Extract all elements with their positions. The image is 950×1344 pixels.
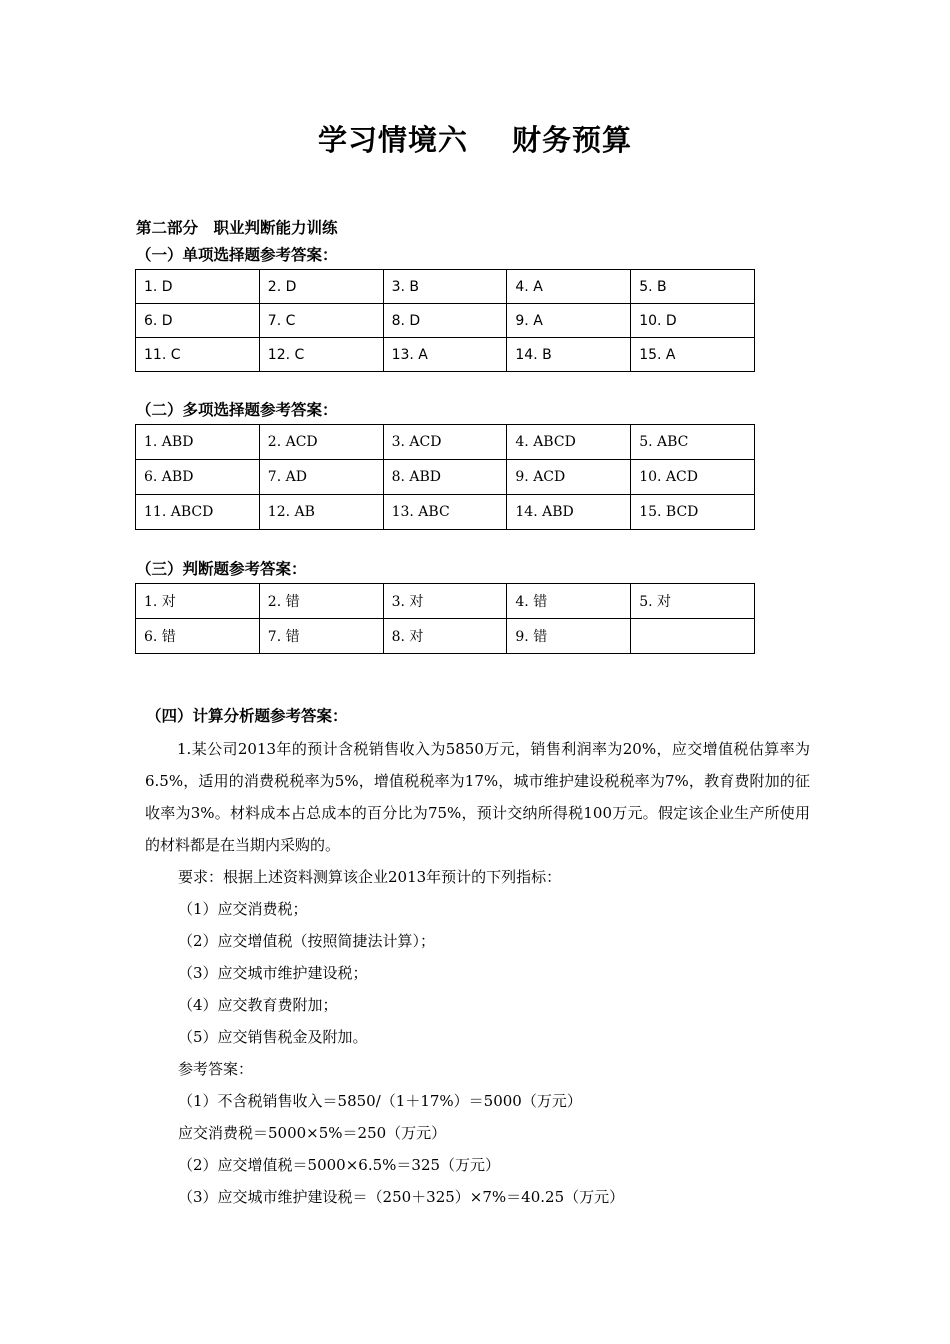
answer-cell: 9. A <box>507 304 631 338</box>
answer-cell: 12. C <box>259 338 383 372</box>
answer-line: （3）应交城市维护建设税＝（250＋325）×7%＝40.25（万元） <box>178 1188 625 1206</box>
answer-cell: 1. D <box>136 270 260 304</box>
judgment-table <box>135 583 755 654</box>
answer-cell: 14. ABD <box>507 495 631 530</box>
answer-cell: 4. 错 <box>507 584 631 619</box>
table-row <box>136 338 755 372</box>
answer-cell: 9. 错 <box>507 619 631 654</box>
answer-cell: 6. ABD <box>136 460 260 495</box>
answer-cell: 8. D <box>383 304 507 338</box>
table-row <box>136 584 755 619</box>
title-subject: 财务预算 <box>512 123 633 157</box>
list-item: （1）应交消费税； <box>178 900 308 918</box>
title-topic: 学习情境六 <box>317 123 468 157</box>
answer-cell: 1. 对 <box>136 584 260 619</box>
answer-cell <box>631 619 755 654</box>
table-row <box>136 304 755 338</box>
answer-cell: 6. 错 <box>136 619 260 654</box>
answer-cell: 10. D <box>631 304 755 338</box>
answer-cell: 1. ABD <box>136 425 260 460</box>
judgment-heading: （三）判断题参考答案： <box>136 560 307 578</box>
answer-cell: 13. ABC <box>383 495 507 530</box>
requirement-text: 要求：根据上述资料测算该企业2013年预计的下列指标： <box>178 868 562 886</box>
answer-cell: 5. 对 <box>631 584 755 619</box>
answer-cell: 5. ABC <box>631 425 755 460</box>
answer-cell: 2. D <box>259 270 383 304</box>
multi-choice-heading: （二）多项选择题参考答案： <box>136 401 338 419</box>
table-row <box>136 495 755 530</box>
list-item: （2）应交增值税（按照简捷法计算）； <box>178 932 436 950</box>
answer-cell: 9. ACD <box>507 460 631 495</box>
list-item: （5）应交销售税金及附加。 <box>178 1028 368 1046</box>
answer-cell: 2. 错 <box>259 584 383 619</box>
answer-cell: 7. C <box>259 304 383 338</box>
problem-text: 1.某公司2013年的预计含税销售收入为5850万元，销售利润率为20%，应交增值税估算率为6.5%，适用的消费税税率为5%，增值税税率为17%，城市维护建设税税率为7%，教育费附加的征收率为3%。材料成本占总成本的百分比为75%，预计交纳所得税100万元。假定该企业生产所使用的材料都是在当期内采购的。 <box>145 740 810 854</box>
page-title <box>0 118 950 159</box>
answer-cell: 8. ABD <box>383 460 507 495</box>
answer-cell: 15. BCD <box>631 495 755 530</box>
table-row <box>136 270 755 304</box>
answer-cell: 3. ACD <box>383 425 507 460</box>
list-item: （3）应交城市维护建设税； <box>178 964 368 982</box>
answer-cell: 11. ABCD <box>136 495 260 530</box>
answer-cell: 15. A <box>631 338 755 372</box>
table-row <box>136 460 755 495</box>
answer-cell: 2. ACD <box>259 425 383 460</box>
multi-choice-table <box>135 424 755 530</box>
list-item: （4）应交教育费附加； <box>178 996 338 1014</box>
answer-label: 参考答案： <box>178 1060 254 1078</box>
answer-cell: 13. A <box>383 338 507 372</box>
answer-cell: 4. A <box>507 270 631 304</box>
single-choice-table <box>135 269 755 372</box>
answer-cell: 8. 对 <box>383 619 507 654</box>
answer-cell: 12. AB <box>259 495 383 530</box>
answer-line: （1）不含税销售收入＝5850/（1＋17%）＝5000（万元） <box>178 1092 582 1110</box>
answer-cell: 11. C <box>136 338 260 372</box>
answer-line: （2）应交增值税＝5000×6.5%＝325（万元） <box>178 1156 501 1174</box>
answer-cell: 10. ACD <box>631 460 755 495</box>
answer-line: 应交消费税＝5000×5%＝250（万元） <box>178 1124 447 1142</box>
part-heading: 第二部分 职业判断能力训练 <box>136 219 338 237</box>
answer-cell: 3. B <box>383 270 507 304</box>
table-row <box>136 619 755 654</box>
calculation-heading: （四）计算分析题参考答案： <box>146 707 348 725</box>
answer-cell: 6. D <box>136 304 260 338</box>
answer-cell: 4. ABCD <box>507 425 631 460</box>
answer-cell: 7. AD <box>259 460 383 495</box>
answer-cell: 14. B <box>507 338 631 372</box>
answer-cell: 5. B <box>631 270 755 304</box>
table-row <box>136 425 755 460</box>
answer-cell: 7. 错 <box>259 619 383 654</box>
answer-cell: 3. 对 <box>383 584 507 619</box>
single-choice-heading: （一）单项选择题参考答案： <box>136 246 338 264</box>
